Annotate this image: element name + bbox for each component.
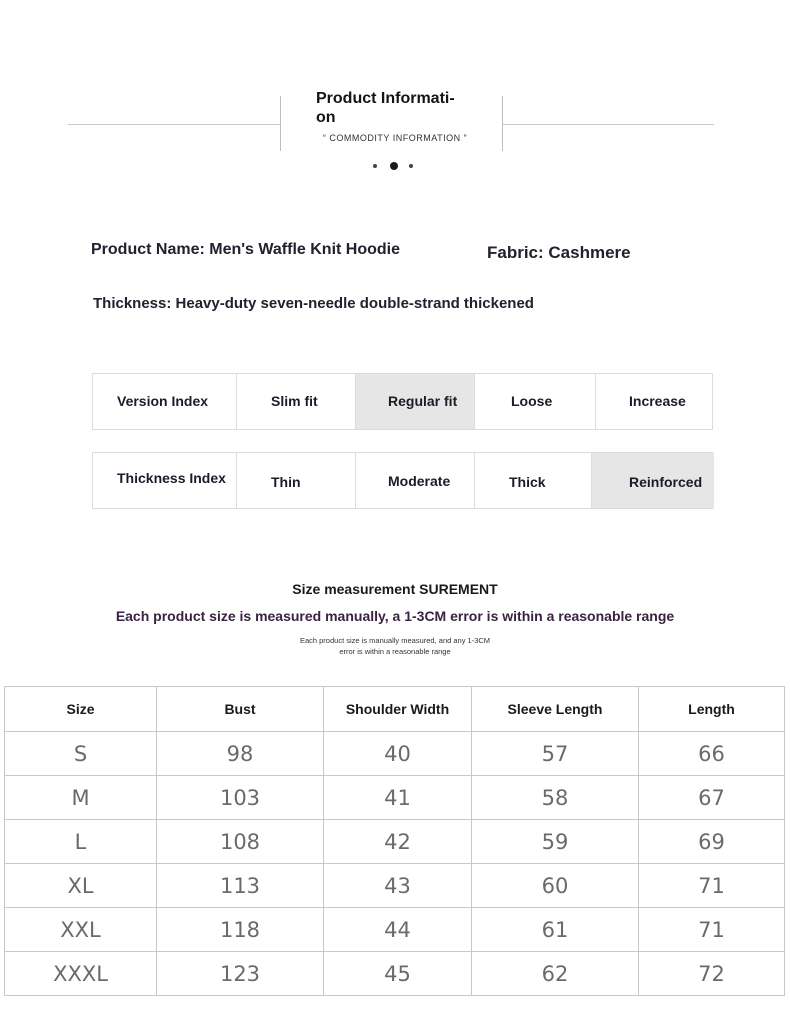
size-table [4, 686, 785, 996]
cell-sleeve-length: 58 [472, 776, 639, 820]
header-bust: Bust [157, 687, 324, 732]
thickness-option-moderate [356, 453, 475, 508]
header-size: Size [5, 687, 157, 732]
cell-sleeve-length: 59 [472, 820, 639, 864]
pager-dot-icon [409, 164, 413, 168]
thickness-option-label: Moderate [388, 473, 451, 489]
cell-length: 69 [639, 820, 785, 864]
cell-size: XL [5, 864, 157, 908]
cell-sleeve-length: 60 [472, 864, 639, 908]
version-option-label: Regular fit [388, 393, 458, 409]
thickness-option-label: Thick [509, 474, 546, 490]
cell-bust: 98 [157, 732, 324, 776]
version-option-increase [596, 374, 714, 429]
table-row [5, 864, 785, 908]
cell-sleeve-length: 61 [472, 908, 639, 952]
cell-length: 71 [639, 908, 785, 952]
cell-length: 71 [639, 864, 785, 908]
version-option-label: Loose [511, 393, 553, 409]
header-rule-left [68, 124, 280, 125]
pager-dot-active-icon [390, 162, 398, 170]
size-table-header-row [5, 687, 785, 732]
version-option-label: Increase [629, 393, 686, 409]
cell-length: 72 [639, 952, 785, 996]
cell-length: 67 [639, 776, 785, 820]
page-subtitle: “ COMMODITY INFORMATION ” [322, 133, 468, 143]
cell-bust: 118 [157, 908, 324, 952]
table-row [5, 776, 785, 820]
header-length: Length [639, 687, 785, 732]
version-option-label: Slim fit [271, 393, 318, 409]
cell-size: S [5, 732, 157, 776]
version-option-loose [475, 374, 596, 429]
cell-size: XXXL [5, 952, 157, 996]
thickness-index-label [93, 453, 237, 508]
thickness-option-label: Thin [271, 474, 301, 490]
header-sleeve-length: Sleeve Length [472, 687, 639, 732]
version-index-table [92, 373, 713, 430]
cell-shoulder-width: 43 [324, 864, 472, 908]
cell-size: M [5, 776, 157, 820]
cell-shoulder-width: 41 [324, 776, 472, 820]
thickness-option-thin [237, 453, 356, 508]
cell-sleeve-length: 57 [472, 732, 639, 776]
header-shoulder-width: Shoulder Width [324, 687, 472, 732]
cell-size: L [5, 820, 157, 864]
version-index-label [93, 374, 237, 429]
cell-shoulder-width: 42 [324, 820, 472, 864]
cell-shoulder-width: 44 [324, 908, 472, 952]
table-row [5, 908, 785, 952]
cell-bust: 123 [157, 952, 324, 996]
thickness-option-label: Reinforced [629, 474, 703, 490]
product-name: Product Name: Men's Waffle Knit Hoodie [91, 241, 401, 258]
thickness-description: Thickness: Heavy-duty seven-needle double-strand thickened [93, 295, 534, 312]
header-rule-right [503, 124, 714, 125]
cell-bust: 103 [157, 776, 324, 820]
page-title: Product Informati- on [316, 90, 455, 126]
thickness-option-thick [475, 453, 592, 508]
cell-sleeve-length: 62 [472, 952, 639, 996]
pager-dot-icon [373, 164, 377, 168]
thickness-index-table [92, 452, 713, 509]
thickness-index-label-text: Thickness Index [117, 470, 226, 486]
header-divider-right [502, 96, 503, 151]
cell-shoulder-width: 40 [324, 732, 472, 776]
cell-length: 66 [639, 732, 785, 776]
cell-bust: 108 [157, 820, 324, 864]
cell-size: XXL [5, 908, 157, 952]
size-section-description: Each product size is measured manually, a 1-3CM error is within a reasonable range [115, 608, 675, 624]
version-option-slim [237, 374, 356, 429]
header-divider-left [280, 96, 281, 151]
size-section-note: Each product size is manually measured, and any 1-3CM error is within a reasonable range [299, 636, 491, 656]
table-row [5, 820, 785, 864]
size-section-title: Size measurement SUREMENT [292, 581, 498, 597]
version-index-label-text: Version Index [117, 393, 209, 409]
cell-shoulder-width: 45 [324, 952, 472, 996]
cell-bust: 113 [157, 864, 324, 908]
thickness-option-reinforced [592, 453, 714, 508]
table-row [5, 732, 785, 776]
table-row [5, 952, 785, 996]
fabric: Fabric: Cashmere [487, 243, 631, 262]
version-option-regular [356, 374, 475, 429]
